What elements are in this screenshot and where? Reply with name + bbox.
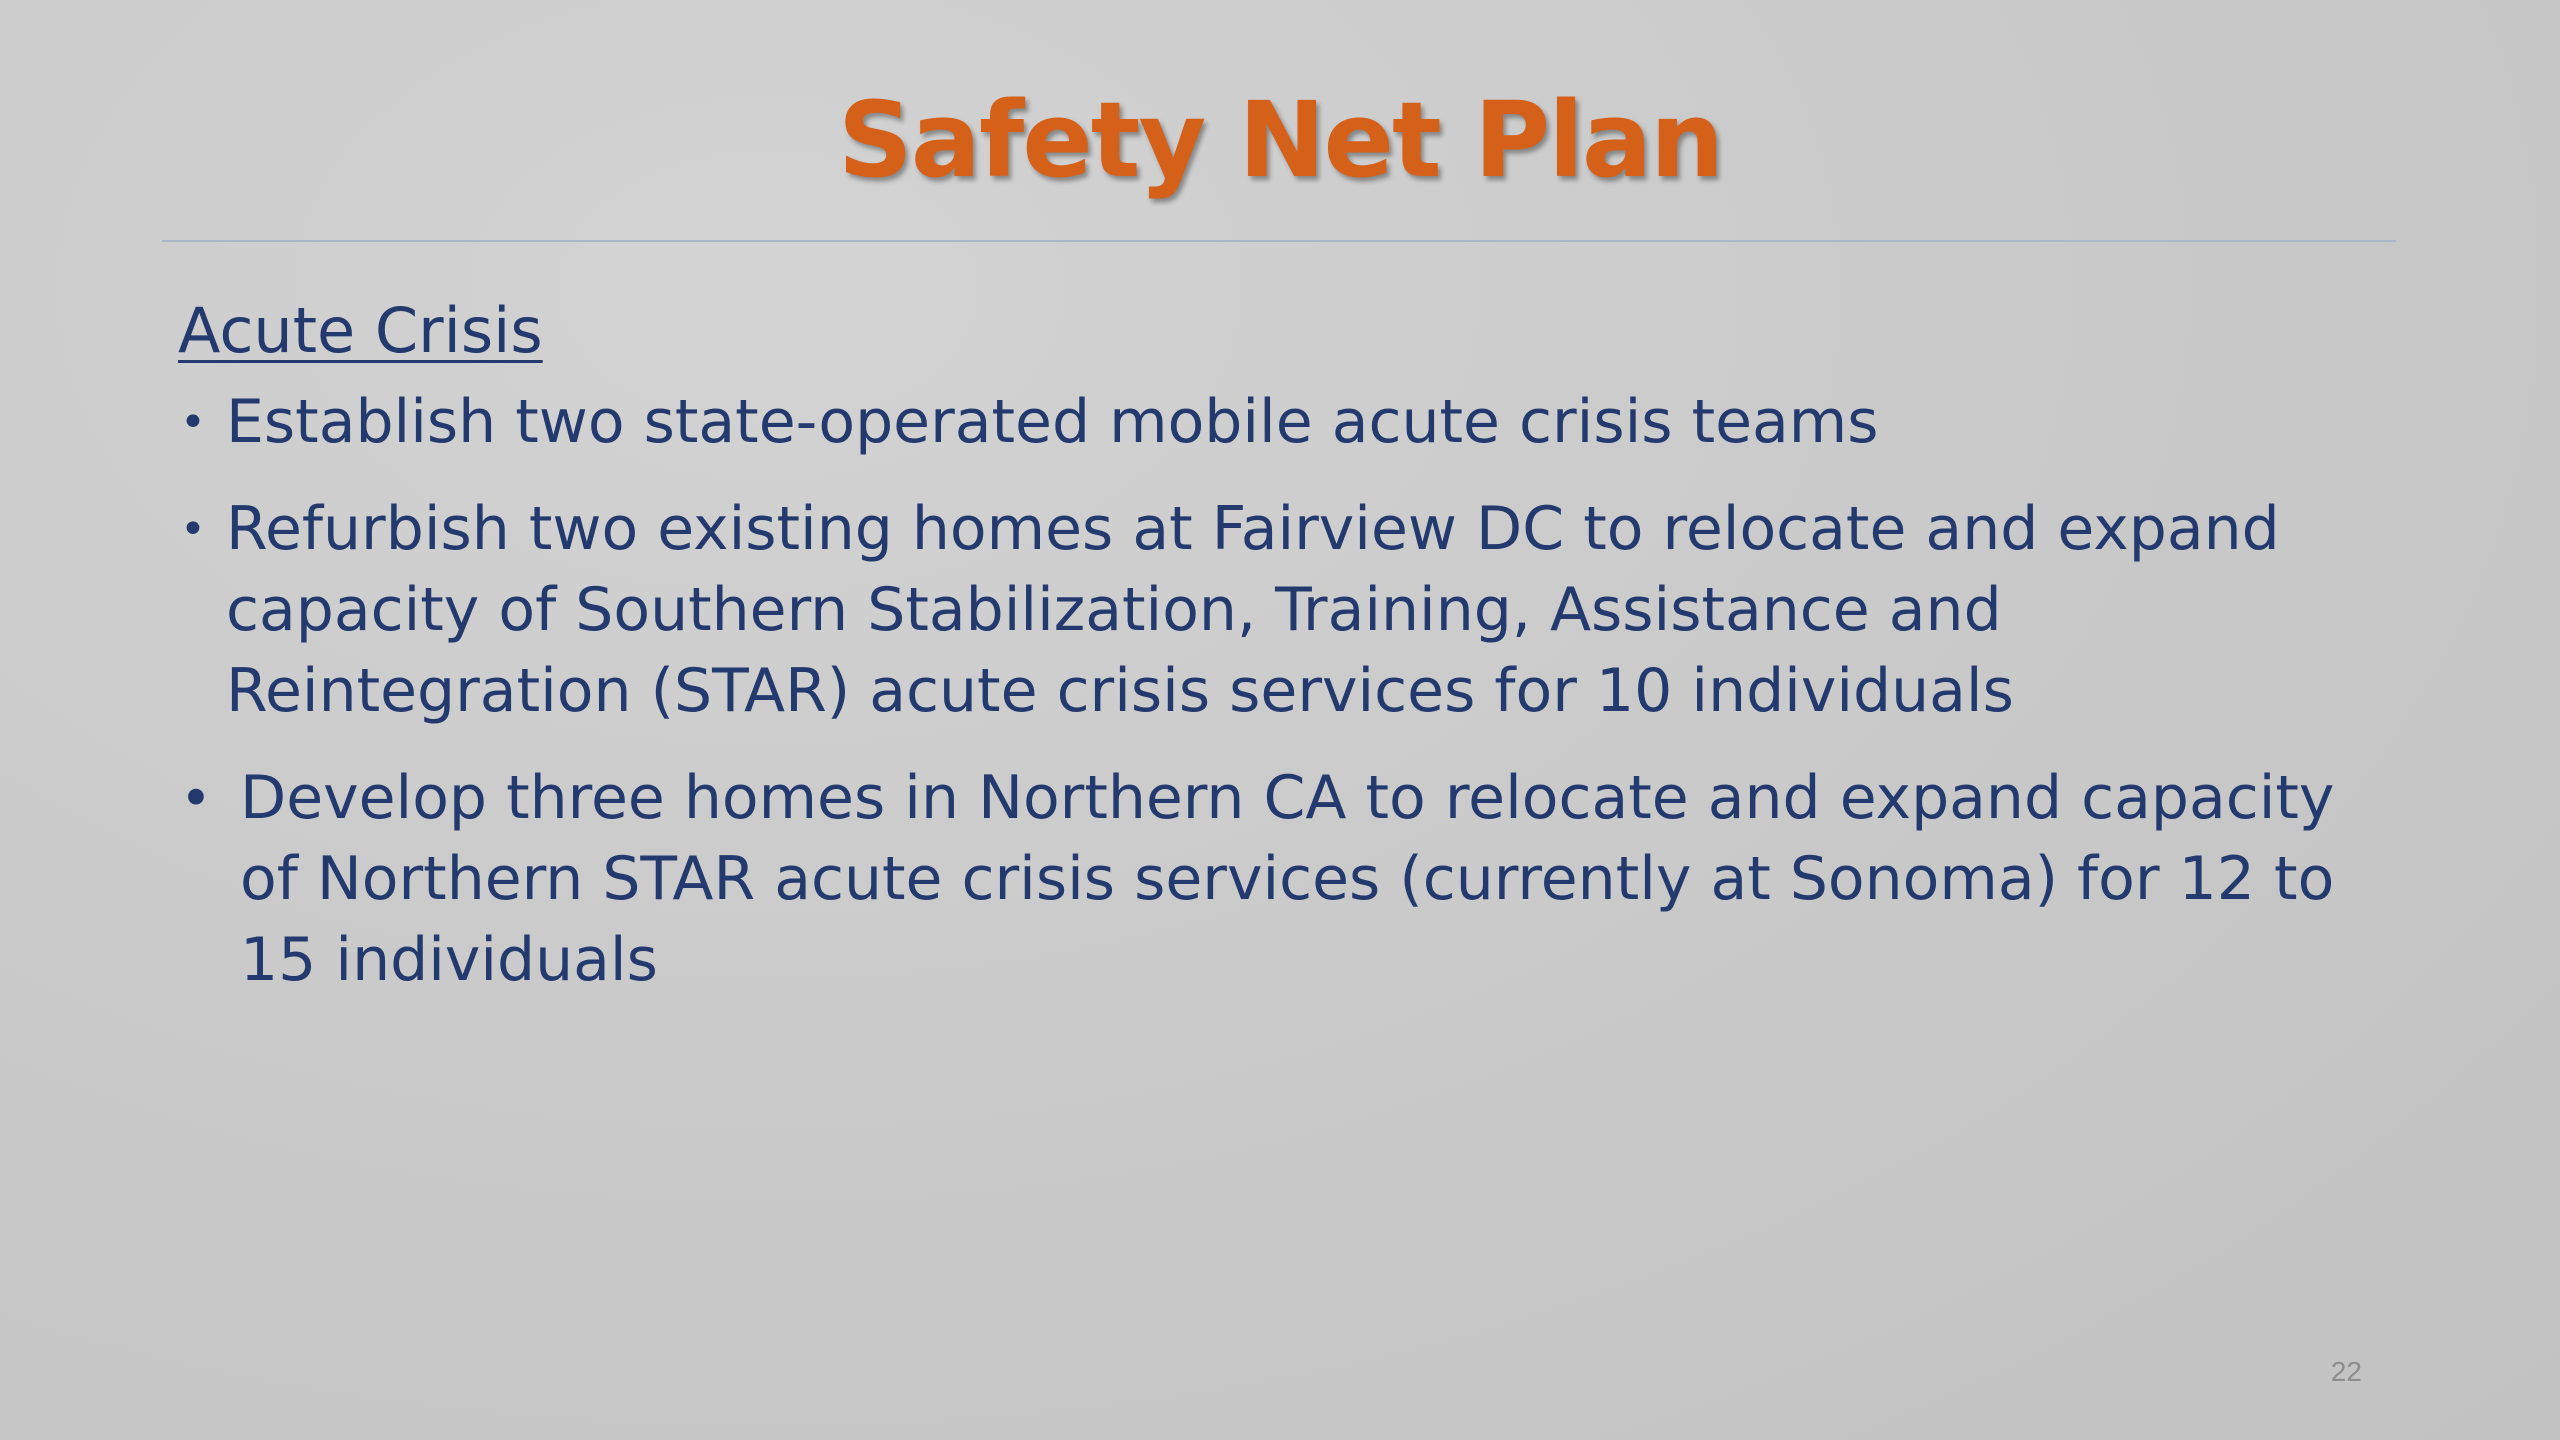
slide-content (178, 288, 2398, 1027)
bullet-item (178, 382, 2398, 463)
bullet-text: Refurbish two existing homes at Fairview DC to relocate and expand capacity of Southern Stabilization, Training, Assistance and Reintegration (STAR) acute crisis services for 10 individuals (226, 494, 2280, 726)
title-divider (162, 240, 2396, 242)
bullet-icon: • (180, 397, 206, 448)
slide-title: Safety Net Plan (837, 79, 1723, 201)
bullet-icon: • (180, 504, 206, 555)
bullet-icon: • (180, 767, 212, 830)
bullet-list (178, 382, 2398, 1001)
section-heading: Acute Crisis (178, 294, 543, 367)
bullet-item (178, 489, 2398, 732)
page-number: 22 (2330, 1356, 2362, 1387)
bullet-text: Develop three homes in Northern CA to relocate and expand capacity of Northern STAR acute crisis services (currently at Sonoma) for 12 to 15 individuals (240, 763, 2335, 995)
bullet-item (178, 758, 2398, 1001)
bullet-text: Establish two state-operated mobile acute crisis teams (226, 387, 1879, 457)
